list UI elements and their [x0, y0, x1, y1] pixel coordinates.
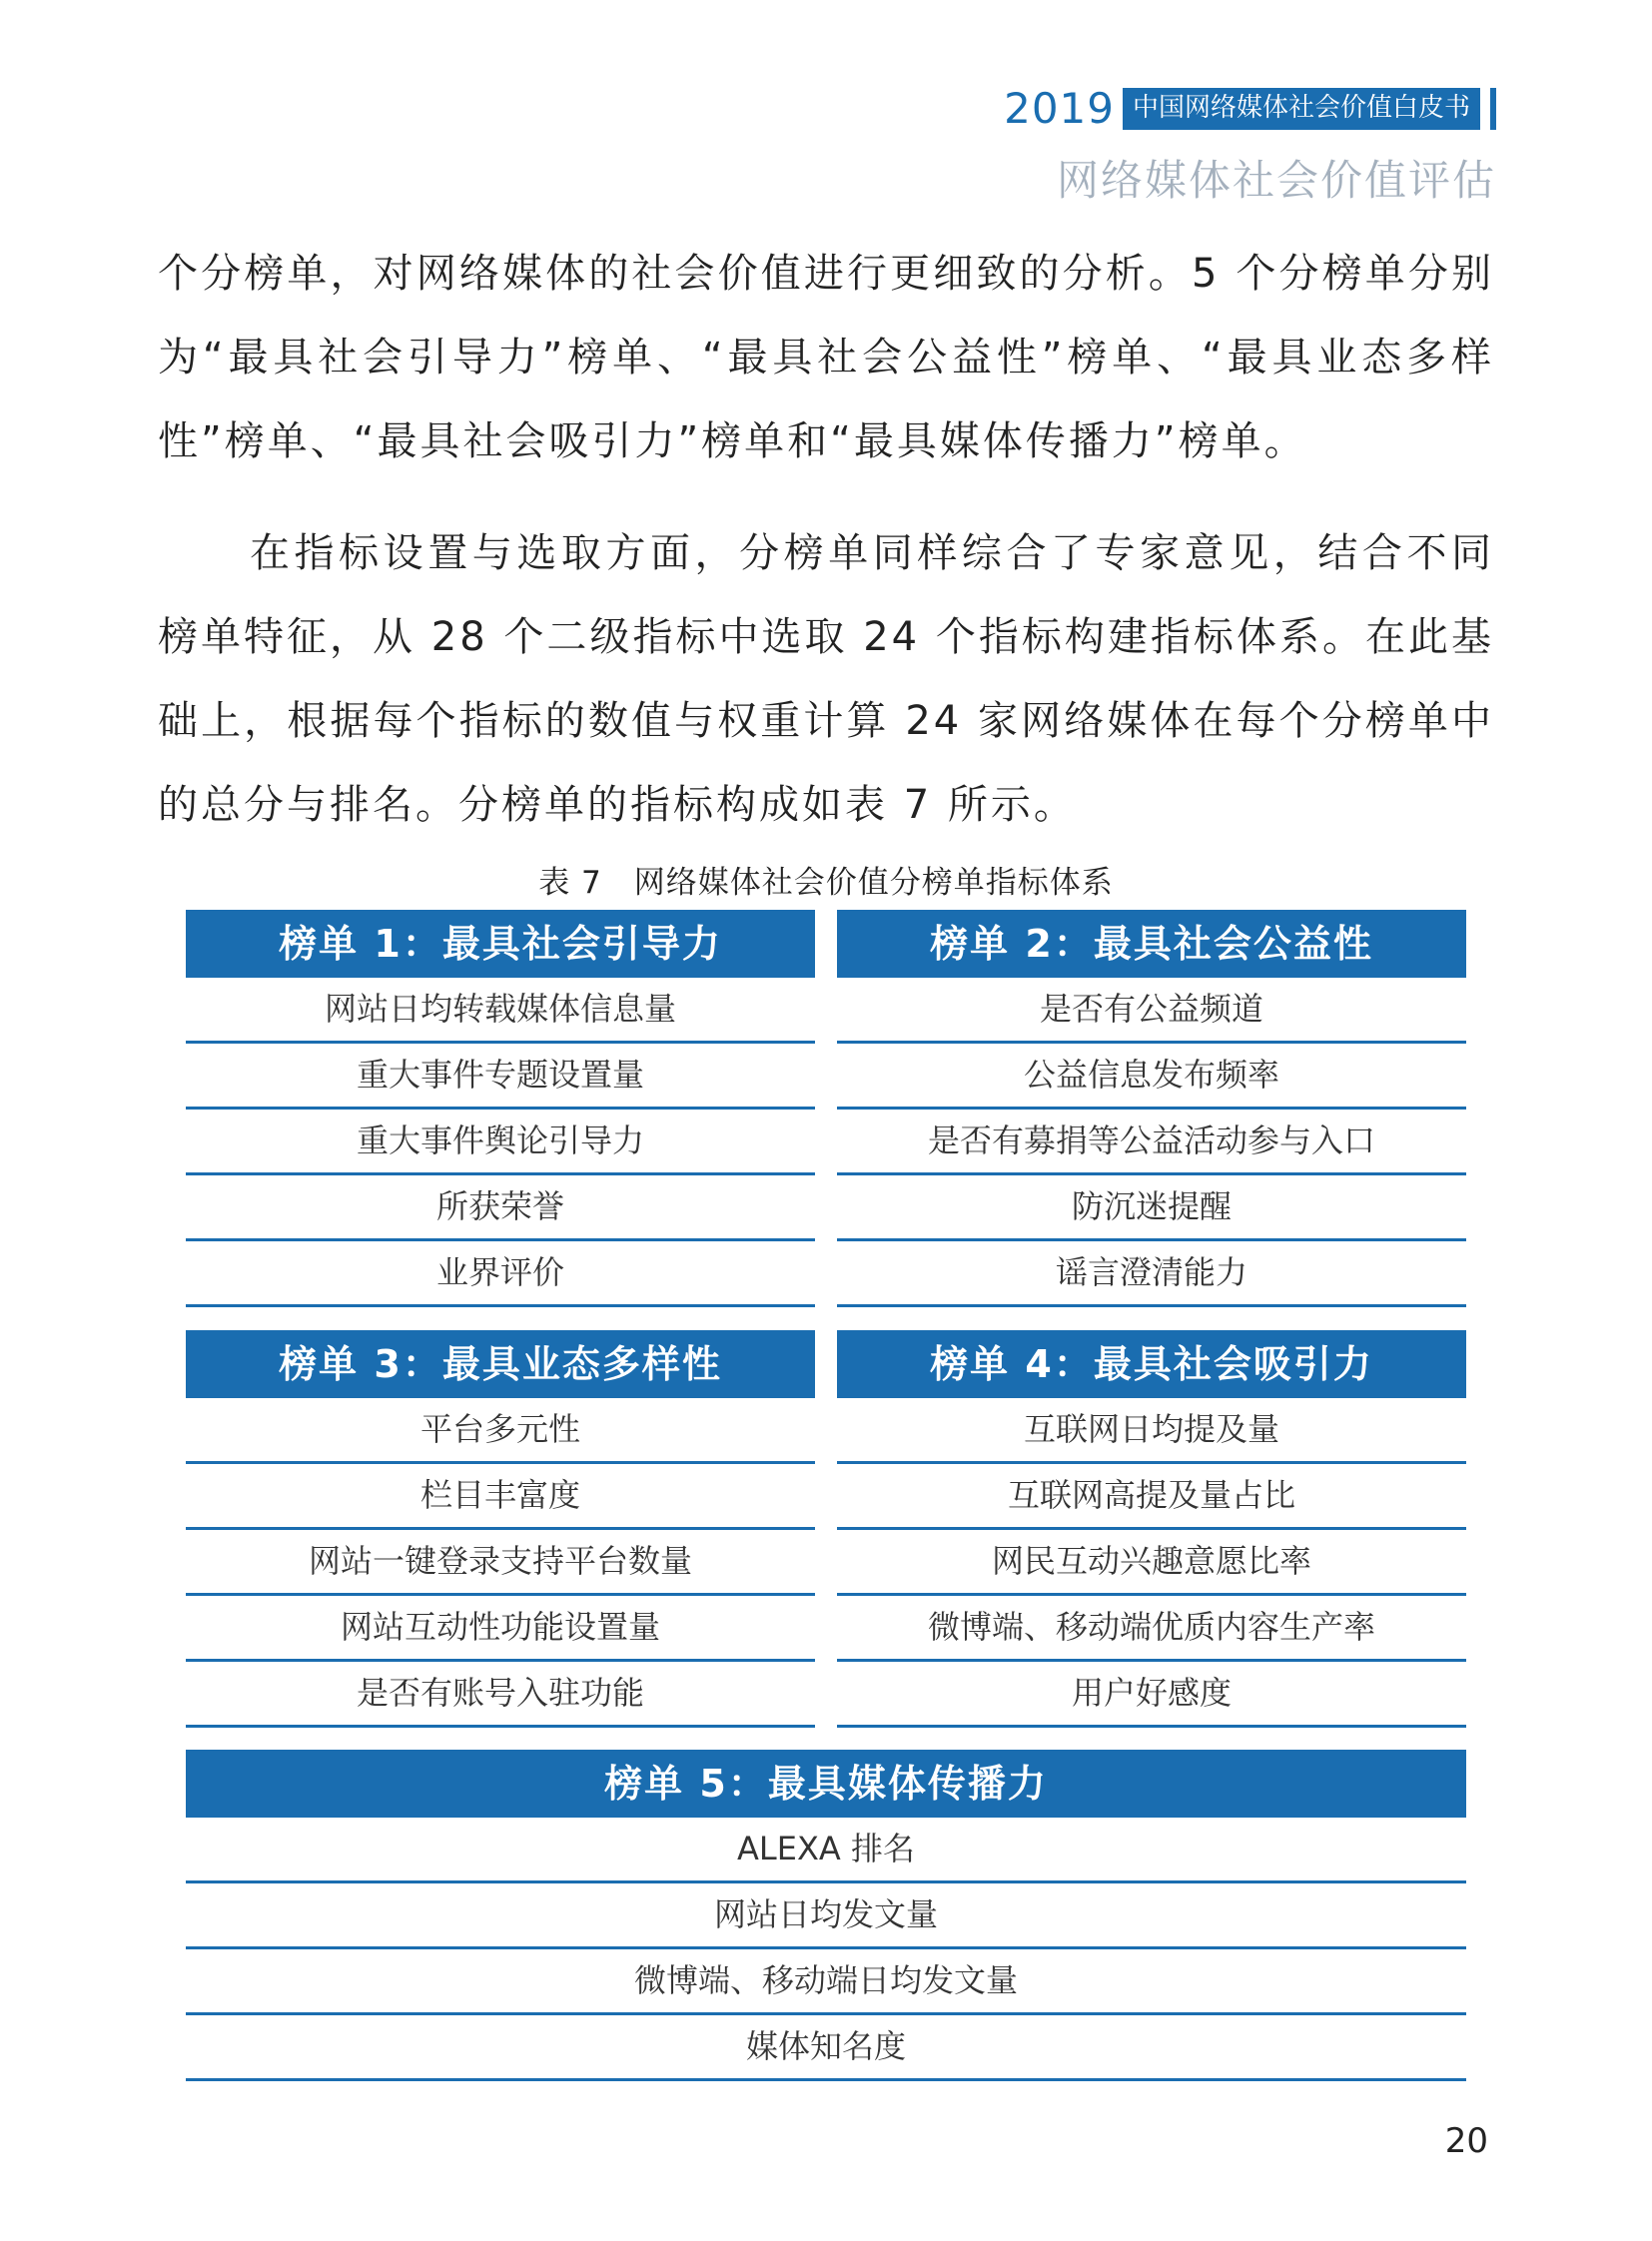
- table-row: 网站日均转载媒体信息量: [186, 978, 815, 1044]
- table-row: 微博端、移动端优质内容生产率: [837, 1596, 1466, 1662]
- header-badge: 中国网络媒体社会价值白皮书: [1123, 88, 1480, 129]
- header-title-row: [1004, 84, 1496, 133]
- table-caption: 表 7 网络媒体社会价值分榜单指标体系: [538, 865, 1114, 901]
- table-row: 微博端、移动端日均发文量: [186, 1949, 1466, 2015]
- table-row: 重大事件舆论引导力: [186, 1110, 815, 1175]
- table-row: 平台多元性: [186, 1398, 815, 1464]
- table-row: 所获荣誉: [186, 1175, 815, 1241]
- paragraph-1-text: 个分榜单，对网络媒体的社会价值进行更细致的分析。5 个分榜单分别为“最具社会引导力”榜单、“最具社会公益性”榜单、“最具业态多样性”榜单、“最具社会吸引力”榜单和“最具媒体传播力”榜单。: [158, 251, 1494, 464]
- page-number: 20: [1444, 2121, 1488, 2161]
- panel-5-title: 榜单 5：最具媒体传播力: [186, 1750, 1466, 1818]
- table-panel-4: [837, 1330, 1466, 1728]
- table-row: 是否有公益频道: [837, 978, 1466, 1044]
- header-accent-bar: [1490, 88, 1496, 130]
- panel-2-title: 榜单 2：最具社会公益性: [837, 910, 1466, 978]
- paragraph-2-text: 在指标设置与选取方面，分榜单同样综合了专家意见，结合不同榜单特征，从 28 个二级指标中选取 24 个指标构建指标体系。在此基础上，根据每个指标的数值与权重计算 24 家网络媒体在每个分榜单中的总分与排名。分榜单的指标构成如表 7 所示。: [158, 530, 1494, 828]
- table-row: 是否有账号入驻功能: [186, 1662, 815, 1728]
- panel-1-title: 榜单 1：最具社会引导力: [186, 910, 815, 978]
- table-row: 媒体知名度: [186, 2015, 1466, 2081]
- table-row: 是否有募捐等公益活动参与入口: [837, 1110, 1466, 1175]
- table-row: 网民互动兴趣意愿比率: [837, 1530, 1466, 1596]
- table-row: 栏目丰富度: [186, 1464, 815, 1530]
- table-row: 防沉迷提醒: [837, 1175, 1466, 1241]
- table-row: 网站日均发文量: [186, 1883, 1466, 1949]
- table-row: 重大事件专题设置量: [186, 1044, 815, 1110]
- table-row: 谣言澄清能力: [837, 1241, 1466, 1307]
- table-row: 互联网日均提及量: [837, 1398, 1466, 1464]
- panel-4-title: 榜单 4：最具社会吸引力: [837, 1330, 1466, 1398]
- table-row: 用户好感度: [837, 1662, 1466, 1728]
- paragraph-2: [158, 511, 1494, 847]
- panel-3-title: 榜单 3：最具业态多样性: [186, 1330, 815, 1398]
- table-panel-3: [186, 1330, 815, 1728]
- table-row: 网站一键登录支持平台数量: [186, 1530, 815, 1596]
- paragraph-1: [158, 232, 1494, 483]
- table-row: 业界评价: [186, 1241, 815, 1307]
- header-year: 2019: [1004, 84, 1115, 133]
- table-row: 互联网高提及量占比: [837, 1464, 1466, 1530]
- table-panel-2: [837, 910, 1466, 1307]
- table-panel-5: [186, 1750, 1466, 2081]
- page-header: [1004, 84, 1496, 208]
- table-row: ALEXA 排名: [186, 1818, 1466, 1883]
- table-row: 网站互动性功能设置量: [186, 1596, 815, 1662]
- table-row: 公益信息发布频率: [837, 1044, 1466, 1110]
- header-subtitle: 网络媒体社会价值评估: [1056, 156, 1496, 205]
- table-panel-1: [186, 910, 815, 1307]
